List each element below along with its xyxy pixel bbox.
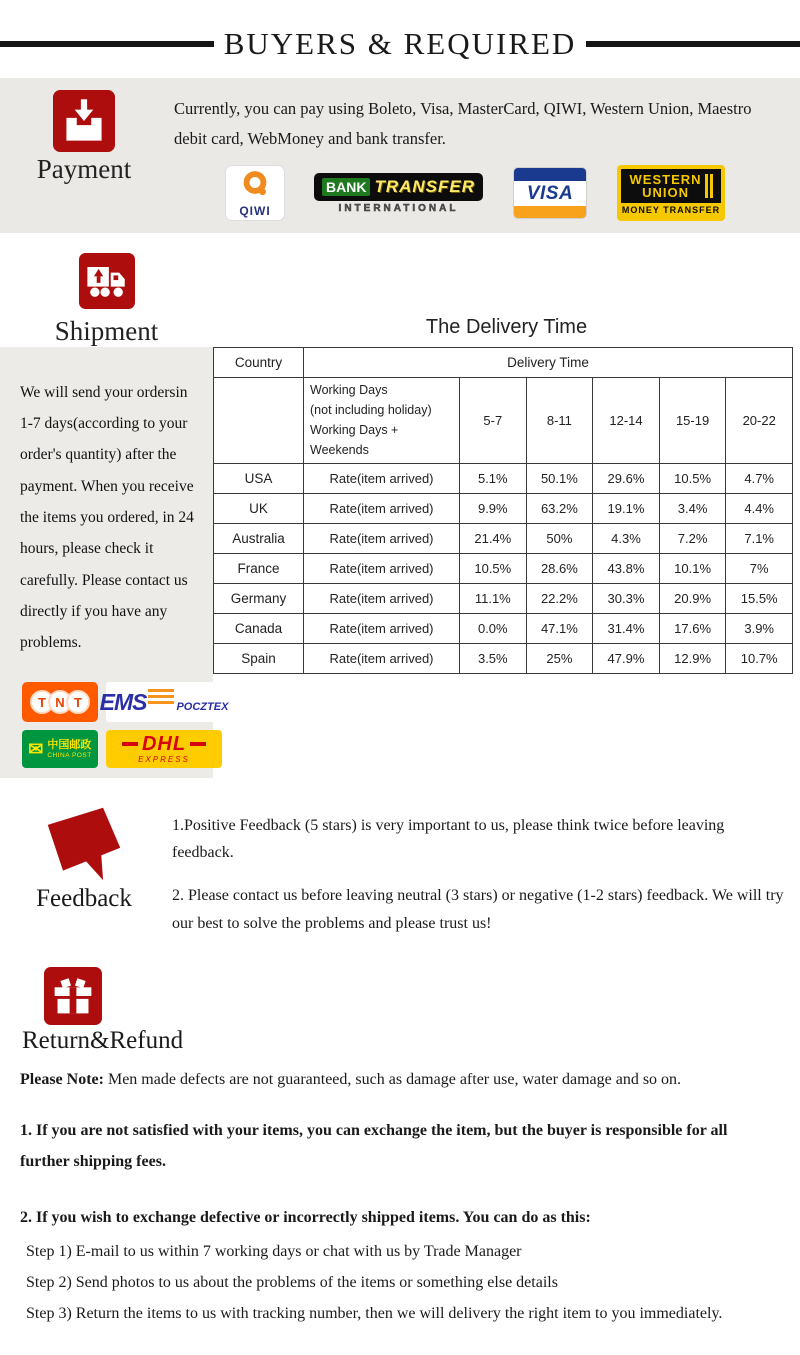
rate-label-cell: Rate(item arrived) bbox=[304, 644, 460, 674]
delivery-table-wrap bbox=[213, 347, 800, 778]
return-step: Step 3) Return the items to us with tracking number, then we will delivery the right item to you immediately. bbox=[26, 1304, 723, 1322]
delivery-table-body bbox=[214, 464, 793, 674]
rate-value-cell: 50% bbox=[526, 524, 593, 554]
rate-label-cell: Rate(item arrived) bbox=[304, 524, 460, 554]
working-days-line: Working Days bbox=[310, 383, 388, 398]
dhl-logo bbox=[106, 730, 222, 768]
shipment-sidebar bbox=[0, 347, 229, 778]
returns-steps bbox=[20, 1236, 774, 1330]
payment-description: Currently, you can pay using Boleto, Visa, MasterCard, QIWI, Western Union, Maestro debit card, WebMoney and bank transfer. bbox=[174, 99, 752, 148]
payment-label: Payment bbox=[36, 154, 132, 184]
rate-value-cell: 19.1% bbox=[593, 494, 660, 524]
dhl-express: EXPRESS bbox=[138, 755, 190, 765]
return-step: Step 1) E-mail to us within 7 working days or chat with us by Trade Manager bbox=[26, 1242, 522, 1260]
table-header-row-1 bbox=[214, 348, 793, 378]
payment-tray-icon bbox=[53, 90, 115, 152]
table-row bbox=[214, 614, 793, 644]
day-range-cell: 8-11 bbox=[526, 378, 593, 464]
delivery-time-table bbox=[213, 347, 793, 674]
returns-point-2: 2. If you wish to exchange defective or incorrectly shipped items. You can do as this: bbox=[20, 1209, 591, 1227]
page-header bbox=[0, 26, 800, 62]
rate-value-cell: 47.1% bbox=[526, 614, 593, 644]
rate-value-cell: 29.6% bbox=[593, 464, 660, 494]
rate-value-cell: 47.9% bbox=[593, 644, 660, 674]
rate-value-cell: 10.1% bbox=[659, 554, 726, 584]
country-cell: Australia bbox=[214, 524, 304, 554]
rate-label-cell: Rate(item arrived) bbox=[304, 614, 460, 644]
page-title: BUYERS & REQUIRED bbox=[223, 26, 577, 61]
china-post-en: CHINA POST bbox=[47, 751, 92, 759]
china-post-emblem-icon: ✉ bbox=[28, 739, 44, 760]
western-union-bars bbox=[705, 174, 713, 198]
rate-value-cell: 10.5% bbox=[659, 464, 726, 494]
delivery-time-header-cell: Delivery Time bbox=[304, 348, 793, 378]
rate-value-cell: 3.5% bbox=[460, 644, 527, 674]
western-union-logo bbox=[617, 165, 725, 221]
rate-value-cell: 7% bbox=[726, 554, 793, 584]
ems-stripes bbox=[148, 689, 174, 704]
visa-wordmark: VISA bbox=[526, 182, 574, 204]
gift-box-icon bbox=[22, 967, 800, 1025]
empty-country-cell bbox=[214, 378, 304, 464]
payment-section bbox=[0, 78, 800, 233]
rate-value-cell: 7.1% bbox=[726, 524, 793, 554]
header-rule-left bbox=[0, 41, 214, 47]
rate-value-cell: 20.9% bbox=[659, 584, 726, 614]
rate-value-cell: 4.7% bbox=[726, 464, 793, 494]
rate-value-cell: 7.2% bbox=[659, 524, 726, 554]
working-days-line: (not including holiday) bbox=[310, 403, 432, 418]
bank-transfer-box bbox=[314, 173, 483, 201]
feedback-point-1: 1.Positive Feedback (5 stars) is very important to us, please think twice before leaving feedback. bbox=[172, 817, 725, 862]
day-range-cell: 12-14 bbox=[593, 378, 660, 464]
bank-transfer-logo bbox=[314, 173, 483, 214]
rate-value-cell: 25% bbox=[526, 644, 593, 674]
country-cell: Canada bbox=[214, 614, 304, 644]
table-header-row-2 bbox=[214, 378, 793, 464]
feedback-section bbox=[0, 794, 800, 937]
tnt-letter: T bbox=[66, 690, 90, 714]
feedback-icon-column bbox=[0, 794, 168, 937]
qiwi-wordmark: QIWI bbox=[239, 203, 271, 218]
tnt-letter: N bbox=[48, 690, 72, 714]
rate-value-cell: 10.7% bbox=[726, 644, 793, 674]
returns-note-rest: Men made defects are not guaranteed, such as damage after use, water damage and so on. bbox=[103, 1070, 682, 1088]
table-row bbox=[214, 554, 793, 584]
day-range-cell: 15-19 bbox=[659, 378, 726, 464]
returns-note-bold: Please Note: bbox=[20, 1070, 104, 1088]
table-row bbox=[214, 644, 793, 674]
visa-blue-band bbox=[514, 168, 586, 181]
courier-logos bbox=[0, 676, 229, 768]
rate-value-cell: 30.3% bbox=[593, 584, 660, 614]
feedback-label: Feedback bbox=[36, 885, 132, 913]
rate-value-cell: 5.1% bbox=[460, 464, 527, 494]
returns-body bbox=[20, 1067, 774, 1329]
rate-value-cell: 4.4% bbox=[726, 494, 793, 524]
money-transfer-strip: MONEY TRANSFER bbox=[621, 205, 721, 216]
rate-value-cell: 28.6% bbox=[526, 554, 593, 584]
delivery-time-title: The Delivery Time bbox=[425, 316, 588, 339]
table-row bbox=[214, 524, 793, 554]
visa-logo bbox=[513, 167, 587, 219]
country-cell: France bbox=[214, 554, 304, 584]
rate-value-cell: 10.5% bbox=[460, 554, 527, 584]
return-step: Step 2) Send photos to us about the problems of the items or something else details bbox=[26, 1273, 558, 1291]
tnt-letter: T bbox=[30, 690, 54, 714]
rate-value-cell: 22.2% bbox=[526, 584, 593, 614]
dhl-wordmark: DHL bbox=[122, 734, 206, 754]
rate-label-cell: Rate(item arrived) bbox=[304, 554, 460, 584]
working-days-cell bbox=[304, 378, 460, 464]
international-word: INTERNATIONAL bbox=[338, 202, 459, 214]
working-days-line: Working Days + Weekends bbox=[310, 422, 399, 457]
shipment-note: We will send your ordersin 1-7 days(according to your order's quantity) after the payment. When you receive the items you ordered, in 24 hours, please check it carefully. Please contact us directly if you have any problems. bbox=[20, 383, 194, 652]
header-rule-right bbox=[586, 41, 800, 47]
country-cell: UK bbox=[214, 494, 304, 524]
payment-logos bbox=[226, 165, 786, 221]
country-cell: Germany bbox=[214, 584, 304, 614]
rate-label-cell: Rate(item arrived) bbox=[304, 464, 460, 494]
bank-word: BANK bbox=[322, 178, 370, 196]
returns-point-1: 1. If you are not satisfied with your items, you can exchange the item, but the buyer is responsible for all further shipping fees. bbox=[20, 1122, 728, 1170]
rate-value-cell: 12.9% bbox=[659, 644, 726, 674]
shipment-label: Shipment bbox=[54, 316, 159, 347]
pocztex-wordmark: POCZTEX bbox=[176, 701, 229, 714]
ems-pocztex-logo bbox=[99, 682, 229, 722]
rate-value-cell: 21.4% bbox=[460, 524, 527, 554]
rate-value-cell: 15.5% bbox=[726, 584, 793, 614]
day-range-cell: 5-7 bbox=[460, 378, 527, 464]
rate-value-cell: 3.9% bbox=[726, 614, 793, 644]
rate-value-cell: 50.1% bbox=[526, 464, 593, 494]
table-row bbox=[214, 494, 793, 524]
country-cell: Spain bbox=[214, 644, 304, 674]
rate-value-cell: 3.4% bbox=[659, 494, 726, 524]
qiwi-q-icon bbox=[238, 169, 272, 206]
rate-value-cell: 0.0% bbox=[460, 614, 527, 644]
shipment-icon-column bbox=[0, 253, 213, 347]
ems-wordmark: EMS bbox=[99, 688, 147, 715]
rate-value-cell: 4.3% bbox=[593, 524, 660, 554]
returns-header bbox=[22, 967, 800, 1055]
rate-value-cell: 63.2% bbox=[526, 494, 593, 524]
china-post-cn: 中国邮政 bbox=[47, 739, 92, 752]
table-row bbox=[214, 584, 793, 614]
feedback-point-2: 2. Please contact us before leaving neutral (3 stars) or negative (1-2 stars) feedback. We will try our best to solve the problems and please trust us! bbox=[172, 887, 784, 932]
china-post-logo bbox=[22, 730, 98, 768]
country-header-cell: Country bbox=[214, 348, 304, 378]
rate-value-cell: 43.8% bbox=[593, 554, 660, 584]
western-union-box bbox=[621, 169, 721, 203]
rate-value-cell: 31.4% bbox=[593, 614, 660, 644]
country-cell: USA bbox=[214, 464, 304, 494]
returns-label: Return&Refund bbox=[22, 1026, 184, 1054]
table-row bbox=[214, 464, 793, 494]
rate-value-cell: 17.6% bbox=[659, 614, 726, 644]
qiwi-logo bbox=[226, 166, 284, 220]
union-word: UNION bbox=[642, 185, 689, 201]
returns-note bbox=[20, 1067, 774, 1093]
feedback-texts bbox=[168, 794, 800, 937]
rate-label-cell: Rate(item arrived) bbox=[304, 494, 460, 524]
rate-label-cell: Rate(item arrived) bbox=[304, 584, 460, 614]
visa-orange-band bbox=[514, 206, 586, 218]
transfer-word: TRANSFER bbox=[374, 176, 476, 196]
rate-value-cell: 11.1% bbox=[460, 584, 527, 614]
day-range-cell: 20-22 bbox=[726, 378, 793, 464]
rate-value-cell: 9.9% bbox=[460, 494, 527, 524]
shipment-header bbox=[0, 253, 800, 347]
tnt-logo bbox=[22, 682, 98, 722]
western-word: WESTERN bbox=[629, 172, 702, 188]
payment-content bbox=[168, 90, 800, 223]
payment-icon-column bbox=[0, 90, 168, 223]
shipment-body bbox=[0, 347, 800, 778]
feedback-bubble-icon bbox=[34, 802, 134, 889]
shipment-truck-icon bbox=[79, 253, 135, 314]
